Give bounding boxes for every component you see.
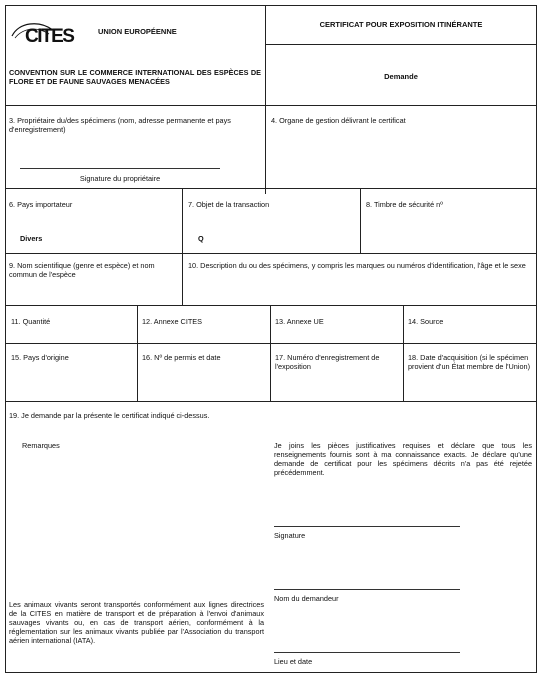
signature-label: Signature xyxy=(274,531,306,540)
box18-label: 18. Date d'acquisition (si le spécimen provient d'un État membre de l'Union) xyxy=(408,353,531,371)
owner-signature-line[interactable] xyxy=(20,168,220,169)
box17-label: 17. Numéro d'enregistrement de l'exposition xyxy=(275,353,380,371)
cites-logo xyxy=(9,14,79,46)
remarks-label: Remarques xyxy=(22,441,60,450)
box9-label: 9. Nom scientifique (genre et espèce) et nom commun de l'espèce xyxy=(9,261,155,279)
transport-note: Les animaux vivants seront transportés conformément aux lignes directrices de la CITES en matière de transport et de préparation à l'envoi d'animaux sauvages vivants ou, en cas de transport aérien, conformément à la réglementation sur les animaux vivants publiée par l'Association du transport aérien international (IATA). xyxy=(9,600,264,645)
box6-label: 6. Pays importateur xyxy=(9,200,73,209)
request-label: Demande xyxy=(384,72,418,81)
box13-label: 13. Annexe UE xyxy=(275,317,324,326)
box4-label: 4. Organe de gestion délivrant le certificat xyxy=(271,116,406,125)
box11-label: 11. Quantité xyxy=(11,317,51,326)
declaration-text: Je joins les pièces justificatives requises et déclare que tous les renseignements fournis sont à ma connaissance exacts. Je déclare qu'une demande de certificat pour les spécimens décrits n'a pas été rejetée précédemment. xyxy=(274,441,532,477)
box10-label: 10. Description du ou des spécimens, y compris les marques ou numéros d'identification, l'âge et le sexe xyxy=(188,261,526,270)
box15-label: 15. Pays d'origine xyxy=(11,353,69,362)
union-title: UNION EUROPÉENNE xyxy=(98,27,177,36)
svg-text:CITES: CITES xyxy=(25,26,74,46)
box7-label: 7. Objet de la transaction xyxy=(188,200,270,209)
certificate-title: CERTIFICAT POUR EXPOSITION ITINÉRANTE xyxy=(319,20,483,29)
box6-value: Divers xyxy=(20,234,43,243)
applicant-name-line[interactable] xyxy=(274,589,460,590)
convention-title: CONVENTION SUR LE COMMERCE INTERNATIONAL DES ESPÈCES DE FLORE ET DE FAUNE SAUVAGES MENACÉES xyxy=(9,68,261,86)
box19-label: 19. Je demande par la présente le certificat indiqué ci-dessus. xyxy=(9,411,210,420)
box7-value: Q xyxy=(198,234,204,243)
box12-label: 12. Annexe CITES xyxy=(142,317,203,326)
owner-signature-label: Signature du propriétaire xyxy=(79,174,161,183)
place-date-label: Lieu et date xyxy=(274,657,313,666)
place-date-line[interactable] xyxy=(274,652,460,653)
box8-label: 8. Timbre de sécurité nº xyxy=(366,200,443,209)
signature-line[interactable] xyxy=(274,526,460,527)
box16-label: 16. Nº de permis et date xyxy=(142,353,221,362)
box14-label: 14. Source xyxy=(408,317,444,326)
applicant-name-label: Nom du demandeur xyxy=(274,594,339,603)
box3-label: 3. Propriétaire du/des spécimens (nom, adresse permanente et pays d'enregistrement) xyxy=(9,116,231,134)
header-divider xyxy=(265,5,266,194)
